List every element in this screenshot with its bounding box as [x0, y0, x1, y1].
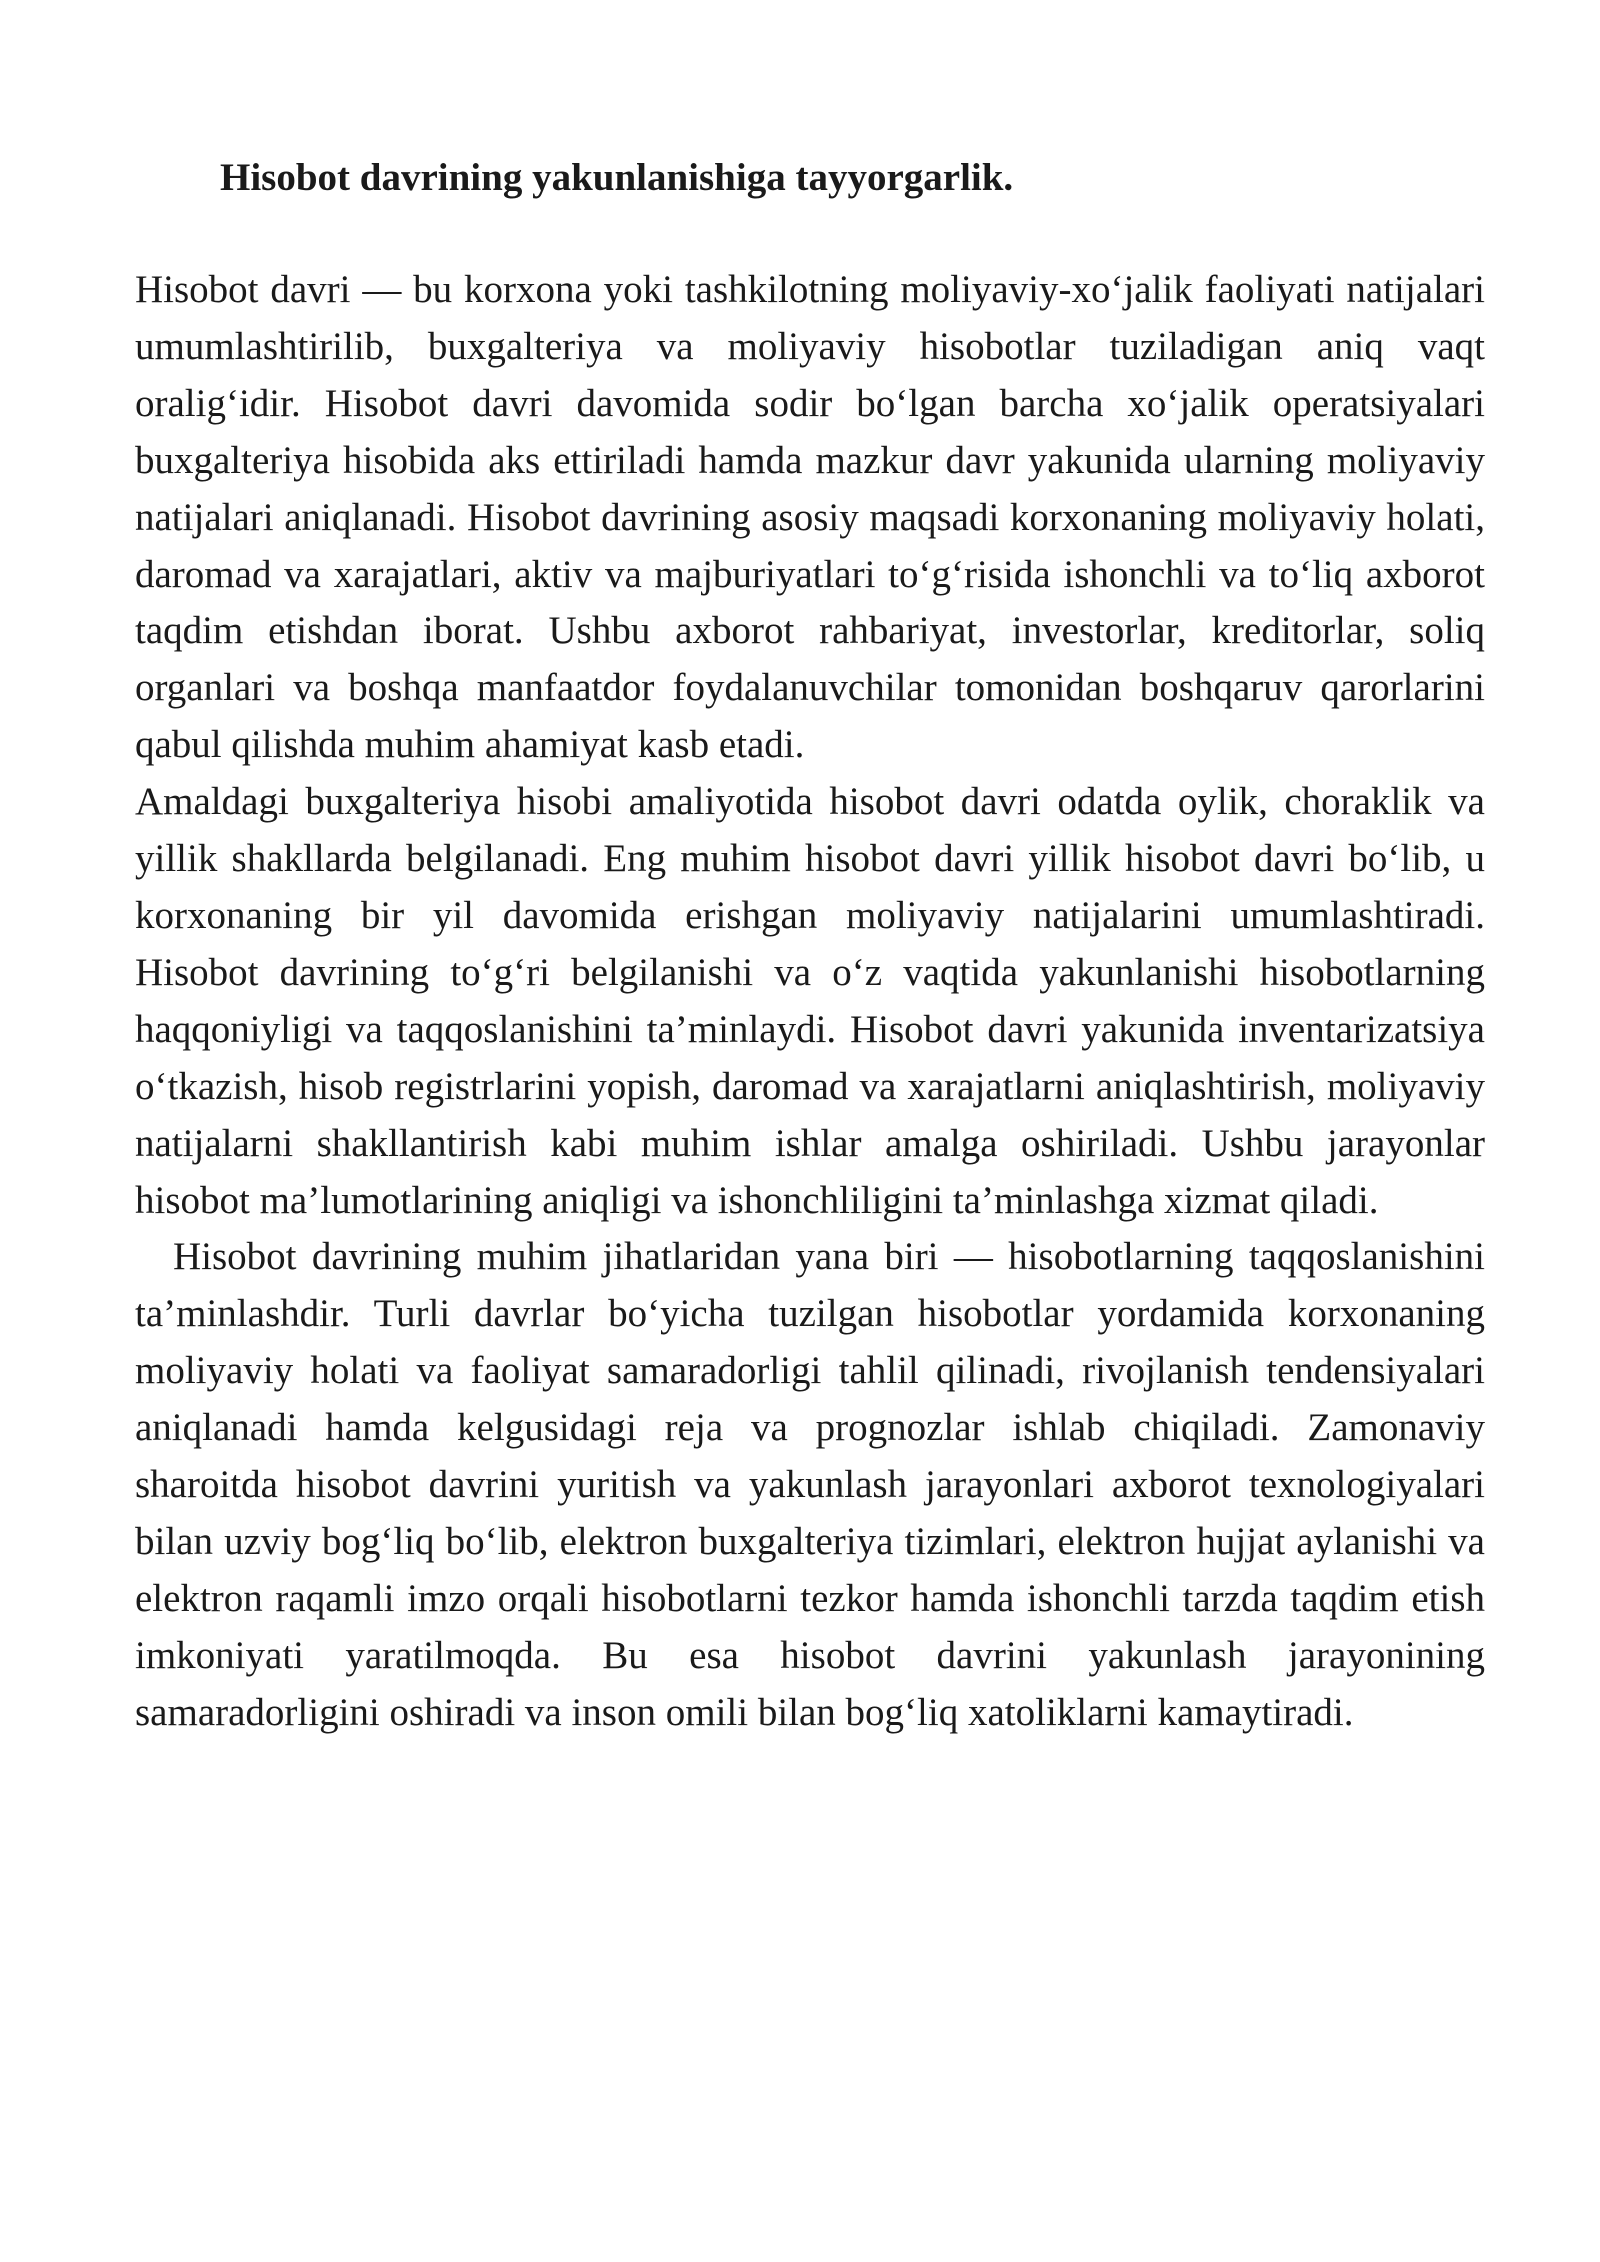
document-title: Hisobot davrining yakunlanishiga tayyorgarlik. [220, 156, 1014, 199]
paragraph-3: Hisobot davrining muhim jihatlaridan yana biri — hisobotlarning taqqoslanishini ta’minlashdir. Turli davrlar bo‘yicha tuzilgan hisobotlar yordamida korxonaning moliyaviy holati va faoliyat samaradorligi tahlil qilinadi, rivojlanish tendensiyalari aniqlanadi hamda kelgusidagi reja va prognozlar ishlab chiqiladi. Zamonaviy sharoitda hisobot davrini yuritish va yakunlash jarayonlari axborot texnologiyalari bilan uzviy bog‘liq bo‘lib, elektron buxgalteriya tizimlari, elektron hujjat aylanishi va elektron raqamli imzo orqali hisobotlarni tezkor hamda ishonchli tarzda taqdim etish imkoniyati yaratilmoqda. Bu esa hisobot davrini yakunlash jarayonining samaradorligini oshiradi va inson omili bilan bog‘liq xatoliklarni kamaytiradi. [135, 1235, 1485, 1734]
paragraph-2: Amaldagi buxgalteriya hisobi amaliyotida hisobot davri odatda oylik, choraklik va yillik shakllarda belgilanadi. Eng muhim hisobot davri yillik hisobot davri bo‘lib, u korxonaning bir yil davomida erishgan moliyaviy natijalarini umumlashtiradi. Hisobot davrining to‘g‘ri belgilanishi va o‘z vaqtida yakunlanishi hisobotlarning haqqoniyligi va taqqoslanishini ta’minlaydi. Hisobot davri yakunida inventarizatsiya o‘tkazish, hisob registrlarini yopish, daromad va xarajatlarni aniqlashtirish, moliyaviy natijalarni shakllantirish kabi muhim ishlar amalga oshiriladi. Ushbu jarayonlar hisobot ma’lumotlarining aniqligi va ishonchliligini ta’minlashga xizmat qiladi. [135, 780, 1485, 1222]
document-body [135, 262, 1485, 1742]
paragraph-1: Hisobot davri — bu korxona yoki tashkilotning moliyaviy-xo‘jalik faoliyati natijalari umumlashtirilib, buxgalteriya va moliyaviy hisobotlar tuziladigan aniq vaqt oralig‘idir. Hisobot davri davomida sodir bo‘lgan barcha xo‘jalik operatsiyalari buxgalteriya hisobida aks ettiriladi hamda mazkur davr yakunida ularning moliyaviy natijalari aniqlanadi. Hisobot davrining asosiy maqsadi korxonaning moliyaviy holati, daromad va xarajatlari, aktiv va majburiyatlari to‘g‘risida ishonchli va to‘liq axborot taqdim etishdan iborat. Ushbu axborot rahbariyat, investorlar, kreditorlar, soliq organlari va boshqa manfaatdor foydalanuvchilar tomonidan boshqaruv qarorlarini qabul qilishda muhim ahamiyat kasb etadi. [135, 268, 1485, 767]
